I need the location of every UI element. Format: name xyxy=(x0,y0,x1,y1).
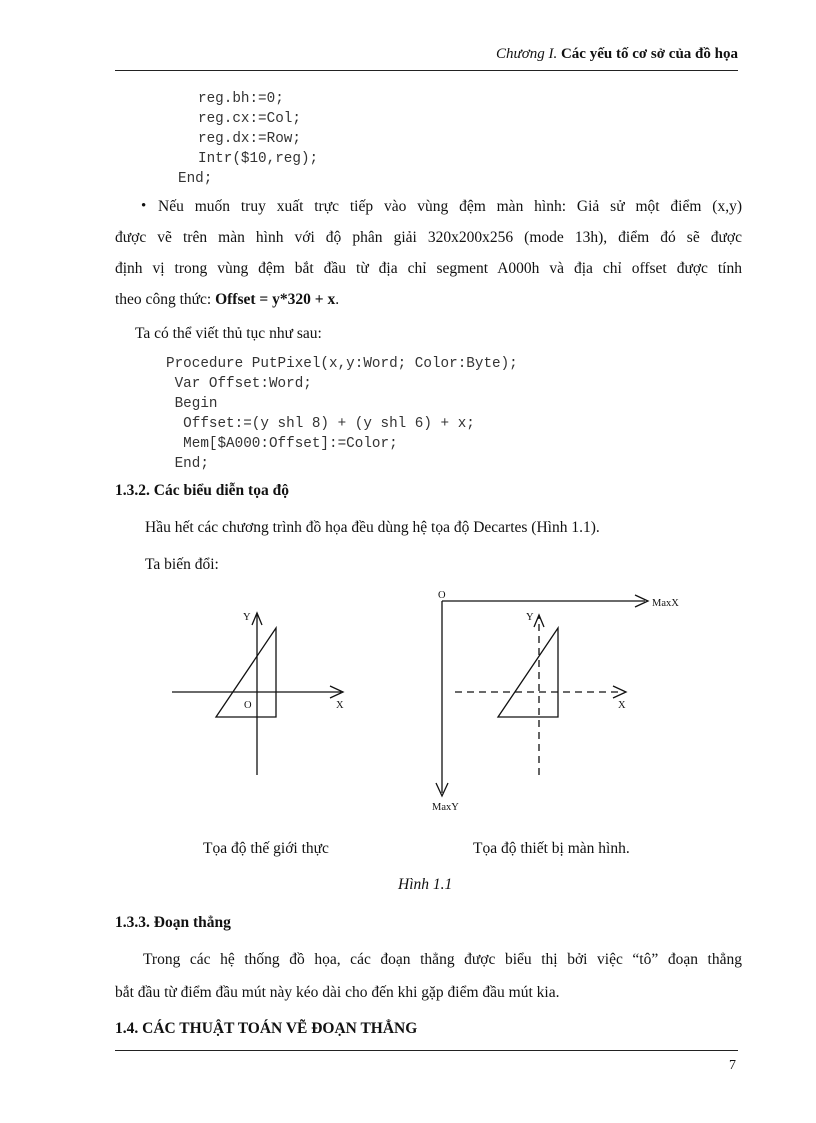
formula-prefix: theo công thức: xyxy=(115,291,216,308)
code-line: Intr($10,reg); xyxy=(198,151,319,167)
left-y-label: Y xyxy=(243,612,251,623)
code-line: reg.cx:=Col; xyxy=(198,111,301,127)
code-line: Offset:=(y shl 8) + (y shl 6) + x; xyxy=(166,416,475,432)
right-x-label: X xyxy=(618,700,626,711)
right-maxy-label: MaxY xyxy=(432,802,459,813)
bullet-line-1: Nếu muốn truy xuất trực tiếp vào vùng đệm màn hình: Giả sử một điểm (x,y) xyxy=(158,198,742,215)
figure-title: Hình 1.1 xyxy=(398,876,453,893)
left-origin-label: O xyxy=(244,700,252,711)
left-x-label: X xyxy=(336,700,344,711)
transform-text: Ta biến đổi: xyxy=(145,556,219,573)
chapter-label: Chương I. xyxy=(496,46,558,62)
section-heading-14: 1.4. CÁC THUẬT TOÁN VẼ ĐOẠN THẲNG xyxy=(115,1020,418,1037)
code-line: Var Offset:Word; xyxy=(166,376,312,392)
right-y-label: Y xyxy=(526,612,534,623)
code-line: reg.dx:=Row; xyxy=(198,131,301,147)
footer-rule xyxy=(115,1050,738,1051)
bullet-line-3: định vị trong vùng đệm bắt đầu từ địa chỉ segment A000h và địa chỉ offset được tính xyxy=(115,260,742,277)
paragraph-133-line-2: bắt đầu từ điểm đầu mút này kéo dài cho đến khi gặp điểm đầu mút kia. xyxy=(115,984,560,1001)
offset-formula: Offset = y*320 + x xyxy=(215,291,336,308)
paragraph-133-line-1: Trong các hệ thống đồ họa, các đoạn thẳng được biểu thị bởi việc “tô” đoạn thẳng xyxy=(143,951,742,968)
code-line: End; xyxy=(166,456,209,472)
code-line: reg.bh:=0; xyxy=(198,91,284,107)
code-line: End; xyxy=(178,171,213,187)
right-maxx-label: MaxX xyxy=(652,598,679,609)
code-line: Mem[$A000:Offset]:=Color; xyxy=(166,436,398,452)
section-heading-133: 1.3.3. Đoạn thẳng xyxy=(115,914,231,931)
formula-suffix: . xyxy=(335,291,340,308)
bullet-line-2: được vẽ trên màn hình với độ phân giải 320x200x256 (mode 13h), điểm đó sẽ được xyxy=(115,229,742,246)
bullet-icon: • xyxy=(141,198,147,214)
code-line: Procedure PutPixel(x,y:Word; Color:Byte); xyxy=(166,356,518,372)
paragraph-132: Hầu hết các chương trình đồ họa đều dùng hệ tọa độ Decartes (Hình 1.1). xyxy=(145,519,600,536)
section-heading-132: 1.3.2. Các biểu diễn tọa độ xyxy=(115,482,289,499)
intro-procedure: Ta có thể viết thủ tục như sau: xyxy=(135,325,322,342)
right-triangle xyxy=(498,628,558,717)
page-number: 7 xyxy=(729,1058,736,1073)
chapter-title: Các yếu tố cơ sở của đồ họa xyxy=(560,46,738,62)
caption-right: Tọa độ thiết bị màn hình. xyxy=(473,840,630,857)
code-line: Begin xyxy=(166,396,218,412)
caption-left: Tọa độ thế giới thực xyxy=(203,840,329,857)
right-origin-label: O xyxy=(438,590,446,601)
